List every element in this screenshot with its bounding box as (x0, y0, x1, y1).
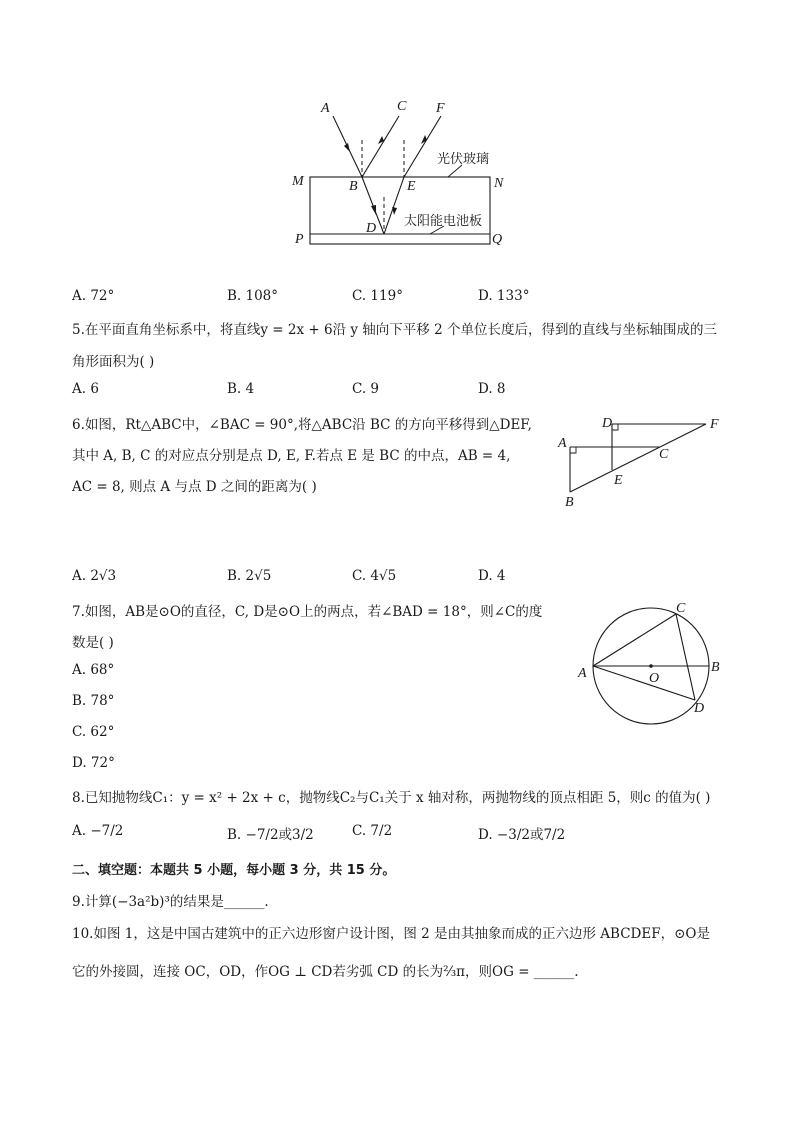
q5-line1: 5.在平面直角坐标系中，将直线y = 2x + 6沿 y 轴向下平移 2 个单位长度后，得到的直线与坐标轴围成的三 (72, 322, 717, 338)
q6-option-c[interactable]: C. 4√5 (352, 568, 397, 584)
q5-option-c[interactable]: C. 9 (352, 381, 380, 397)
fig6-label-F: F (710, 417, 719, 432)
q6-line2: 其中 A, B, C 的对应点分别是点 D, E, F.若点 E 是 BC 的中点，AB = 4, (72, 448, 511, 464)
fig6-label-E: E (614, 473, 623, 488)
q8-option-d[interactable]: D. −3/2或7/2 (478, 827, 566, 843)
q6-line1: 6.如图，Rt△ABC中，∠BAC = 90°,将△ABC沿 BC 的方向平移得到△DEF, (72, 417, 532, 433)
q7-option-a[interactable]: A. 68° (72, 662, 115, 678)
q4-option-b[interactable]: B. 108° (227, 288, 279, 304)
fig7-label-B: B (711, 660, 720, 675)
arrow-DE (392, 207, 397, 215)
q5-line2: 角形面积为( ) (72, 354, 155, 370)
ray-DE (384, 177, 404, 234)
ray-EF (404, 116, 441, 177)
arrow-AB (344, 143, 350, 152)
arrow-BD (371, 205, 376, 215)
fig4-panel-label: 太阳能电池板 (404, 214, 483, 229)
fig7-label-A: A (578, 666, 587, 681)
arrow-EF (421, 135, 427, 144)
fig7-label-C: C (676, 601, 686, 616)
chord-AD (593, 666, 695, 700)
q8-option-b[interactable]: B. −7/2或3/2 (227, 827, 314, 843)
fig6-label-B: B (565, 495, 574, 510)
right-angle-D (612, 424, 618, 430)
q8-line1: 8.已知抛物线C₁：y = x² + 2x + c，抛物线C₂与C₁关于 x 轴对称，两抛物线的顶点相距 5，则c 的值为( ) (72, 790, 711, 806)
fig4-label-C: C (397, 99, 407, 114)
q7-option-b[interactable]: B. 78° (72, 693, 115, 709)
seg-BF (570, 424, 706, 492)
fig4-label-E: E (407, 179, 416, 194)
ray-BC (362, 116, 399, 177)
fig6-label-D: D (602, 416, 613, 431)
q6-option-d[interactable]: D. 4 (478, 568, 506, 584)
q4-option-c[interactable]: C. 119° (352, 288, 403, 304)
fig4-label-Q: Q (492, 232, 503, 247)
q4-figure (285, 92, 515, 252)
chord-AC (593, 614, 676, 666)
q6-line3: AC = 8, 则点 A 与点 D 之间的距离为( ) (72, 479, 317, 495)
q6-option-b[interactable]: B. 2√5 (227, 568, 272, 584)
right-angle-A (570, 447, 576, 453)
q7-line2: 数是( ) (72, 635, 114, 651)
fig4-label-B: B (349, 179, 358, 194)
q10-line2: 它的外接圆，连接 OC，OD，作OG ⊥ CD若劣弧 CD 的长为⅔π，则OG = ______. (72, 964, 579, 980)
q5-option-d[interactable]: D. 8 (478, 381, 506, 397)
q4-option-d[interactable]: D. 133° (478, 288, 530, 304)
fig4-label-M: M (292, 174, 304, 189)
fig4-label-D: D (366, 221, 377, 236)
fig7-label-O: O (649, 671, 660, 686)
chord-CD (676, 614, 695, 700)
fig7-label-D: D (694, 701, 705, 716)
q5-option-a[interactable]: A. 6 (72, 381, 99, 397)
q7-option-d[interactable]: D. 72° (72, 755, 115, 771)
q6-figure (552, 410, 727, 510)
fig4-label-N: N (494, 176, 504, 191)
q4-option-a[interactable]: A. 72° (72, 288, 115, 304)
fig6-label-A: A (558, 436, 567, 451)
q8-option-c[interactable]: C. 7/2 (352, 823, 393, 839)
q6-option-a[interactable]: A. 2√3 (72, 568, 117, 584)
q10-line1: 10.如图 1，这是中国古建筑中的正六边形窗户设计图，图 2 是由其抽象而成的正六边形 ABCDEF，⊙O是 (72, 926, 710, 942)
q7-figure (570, 596, 730, 726)
center-dot (649, 664, 653, 668)
q9-line: 9.计算(−3a²b)³的结果是______. (72, 894, 269, 910)
q8-option-a[interactable]: A. −7/2 (72, 823, 124, 839)
fig4-glass-label: 光伏玻璃 (437, 152, 490, 167)
q7-option-c[interactable]: C. 62° (72, 724, 115, 740)
fig6-label-C: C (659, 447, 669, 462)
section-heading: 二、填空题：本题共 5 小题，每小题 3 分，共 15 分。 (72, 863, 396, 878)
q7-line1: 7.如图，AB是⊙O的直径，C, D是⊙O上的两点，若∠BAD = 18°，则∠C的度 (72, 604, 543, 620)
fig4-label-A: A (321, 101, 330, 116)
fig4-label-P: P (295, 232, 304, 247)
q5-option-b[interactable]: B. 4 (227, 381, 255, 397)
fig4-label-F: F (436, 101, 445, 116)
